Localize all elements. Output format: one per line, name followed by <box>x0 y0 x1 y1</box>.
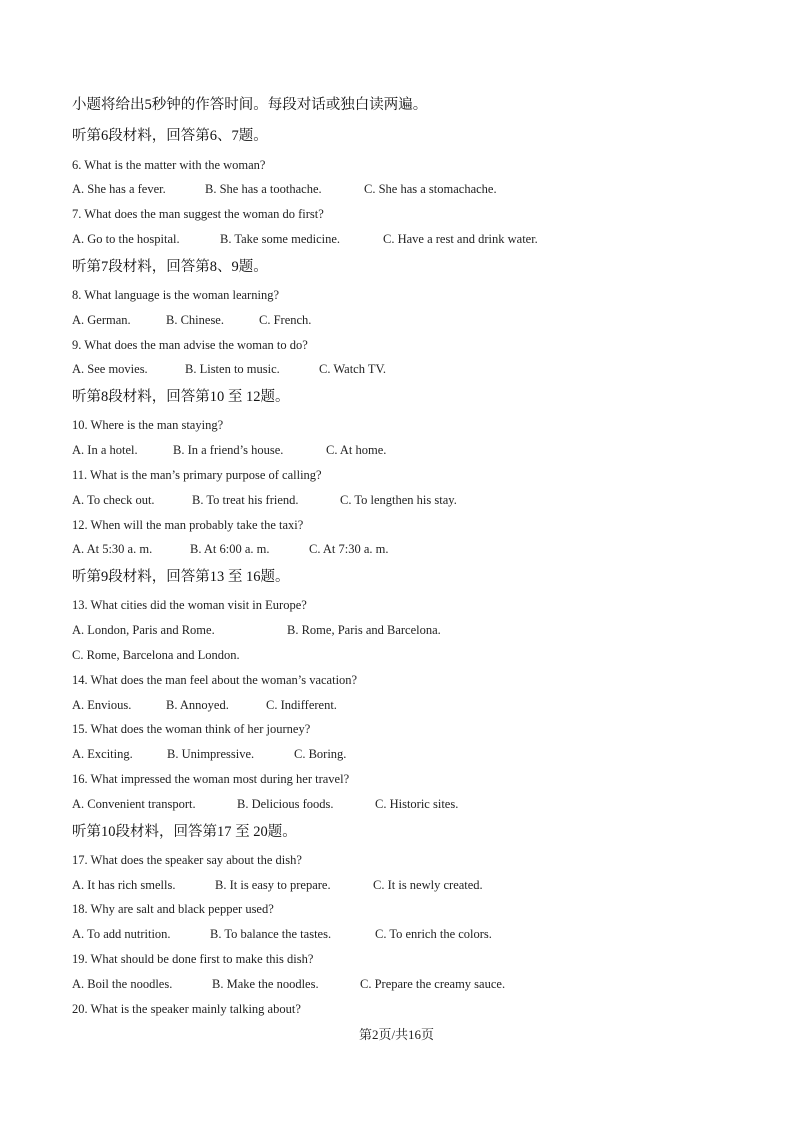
section-header: 听第10段材料，回答第17 至 20题。 <box>72 824 297 840</box>
option-a: A. She has a fever. <box>72 182 166 196</box>
option-a: A. Convenient transport. <box>72 797 196 811</box>
option-c: C. Historic sites. <box>375 797 459 811</box>
option-a: A. To check out. <box>72 493 155 507</box>
question-options <box>72 361 386 377</box>
question-stem: 14. What does the man feel about the woman’s vacation? <box>72 673 358 687</box>
option-b: B. Unimpressive. <box>167 747 255 761</box>
question-stem: 12. When will the man probably take the taxi? <box>72 518 304 532</box>
option-c: C. Rome, Barcelona and London. <box>72 648 240 662</box>
option-a: A. Go to the hospital. <box>72 232 180 246</box>
option-b: B. Make the noodles. <box>212 977 319 991</box>
option-b: B. Chinese. <box>166 313 224 327</box>
question-stem: 15. What does the woman think of her journey? <box>72 722 311 736</box>
option-c: C. She has a stomachache. <box>364 182 497 196</box>
section-header: 听第7段材料，回答第8、9题。 <box>72 259 268 275</box>
question-options <box>72 541 389 557</box>
option-a: A. Envious. <box>72 698 132 712</box>
option-c: C. At home. <box>326 443 387 457</box>
option-b: B. To balance the tastes. <box>210 927 332 941</box>
question-options <box>72 231 538 247</box>
question-stem: 11. What is the man’s primary purpose of calling? <box>72 468 322 482</box>
option-b: B. Annoyed. <box>166 698 229 712</box>
question-stem: 20. What is the speaker mainly talking about? <box>72 1002 301 1016</box>
option-c: C. Have a rest and drink water. <box>383 232 538 246</box>
option-b: B. She has a toothache. <box>205 182 322 196</box>
question-options <box>72 697 337 713</box>
option-c: C. At 7:30 a. m. <box>309 542 389 556</box>
question-options <box>72 976 505 992</box>
question-stem: 16. What impressed the woman most during her travel? <box>72 772 350 786</box>
question-options <box>72 312 311 328</box>
option-a: A. In a hotel. <box>72 443 138 457</box>
question-stem: 8. What language is the woman learning? <box>72 288 279 302</box>
section-header: 听第8段材料，回答第10 至 12题。 <box>72 389 290 405</box>
option-a: A. Exciting. <box>72 747 133 761</box>
option-c: C. Prepare the creamy sauce. <box>360 977 506 991</box>
option-c: C. To lengthen his stay. <box>340 493 457 507</box>
question-options <box>72 622 441 638</box>
option-b: B. Take some medicine. <box>220 232 341 246</box>
question-stem: 10. Where is the man staying? <box>72 418 224 432</box>
option-a: A. At 5:30 a. m. <box>72 542 153 556</box>
question-stem: 7. What does the man suggest the woman do first? <box>72 207 324 221</box>
question-options <box>72 492 457 508</box>
question-options <box>72 181 497 197</box>
instructions-text: 小题将给出5秒钟的作答时间。每段对话或独白读两遍。 <box>72 97 428 113</box>
option-c: C. Watch TV. <box>319 362 387 376</box>
option-a: A. It has rich smells. <box>72 878 176 892</box>
page-number-footer: 第2页/共16页 <box>358 1027 435 1042</box>
question-stem: 18. Why are salt and black pepper used? <box>72 902 274 916</box>
option-c: C. Indifferent. <box>266 698 337 712</box>
option-a: A. See movies. <box>72 362 148 376</box>
option-a: A. Boil the noodles. <box>72 977 173 991</box>
option-b: B. At 6:00 a. m. <box>190 542 270 556</box>
option-a: A. To add nutrition. <box>72 927 171 941</box>
option-a: A. London, Paris and Rome. <box>72 623 215 637</box>
question-options <box>72 877 483 893</box>
option-a: A. German. <box>72 313 131 327</box>
section-header: 听第9段材料，回答第13 至 16题。 <box>72 569 290 585</box>
option-b: B. To treat his friend. <box>192 493 299 507</box>
question-stem: 17. What does the speaker say about the dish? <box>72 853 302 867</box>
option-c: C. French. <box>259 313 312 327</box>
option-c: C. It is newly created. <box>373 878 483 892</box>
question-options <box>72 746 346 762</box>
question-stem: 19. What should be done first to make this dish? <box>72 952 314 966</box>
question-stem: 9. What does the man advise the woman to do? <box>72 338 308 352</box>
option-c: C. Boring. <box>294 747 347 761</box>
option-b: B. Delicious foods. <box>237 797 334 811</box>
question-options <box>72 442 386 458</box>
question-options <box>72 926 492 942</box>
section-header: 听第6段材料，回答第6、7题。 <box>72 128 268 144</box>
option-b: B. Rome, Paris and Barcelona. <box>287 623 441 637</box>
option-b: B. It is easy to prepare. <box>215 878 331 892</box>
question-stem: 13. What cities did the woman visit in Europe? <box>72 598 307 612</box>
option-b: B. Listen to music. <box>185 362 280 376</box>
option-b: B. In a friend’s house. <box>173 443 284 457</box>
question-options <box>72 796 458 812</box>
option-c: C. To enrich the colors. <box>375 927 492 941</box>
question-stem: 6. What is the matter with the woman? <box>72 158 266 172</box>
